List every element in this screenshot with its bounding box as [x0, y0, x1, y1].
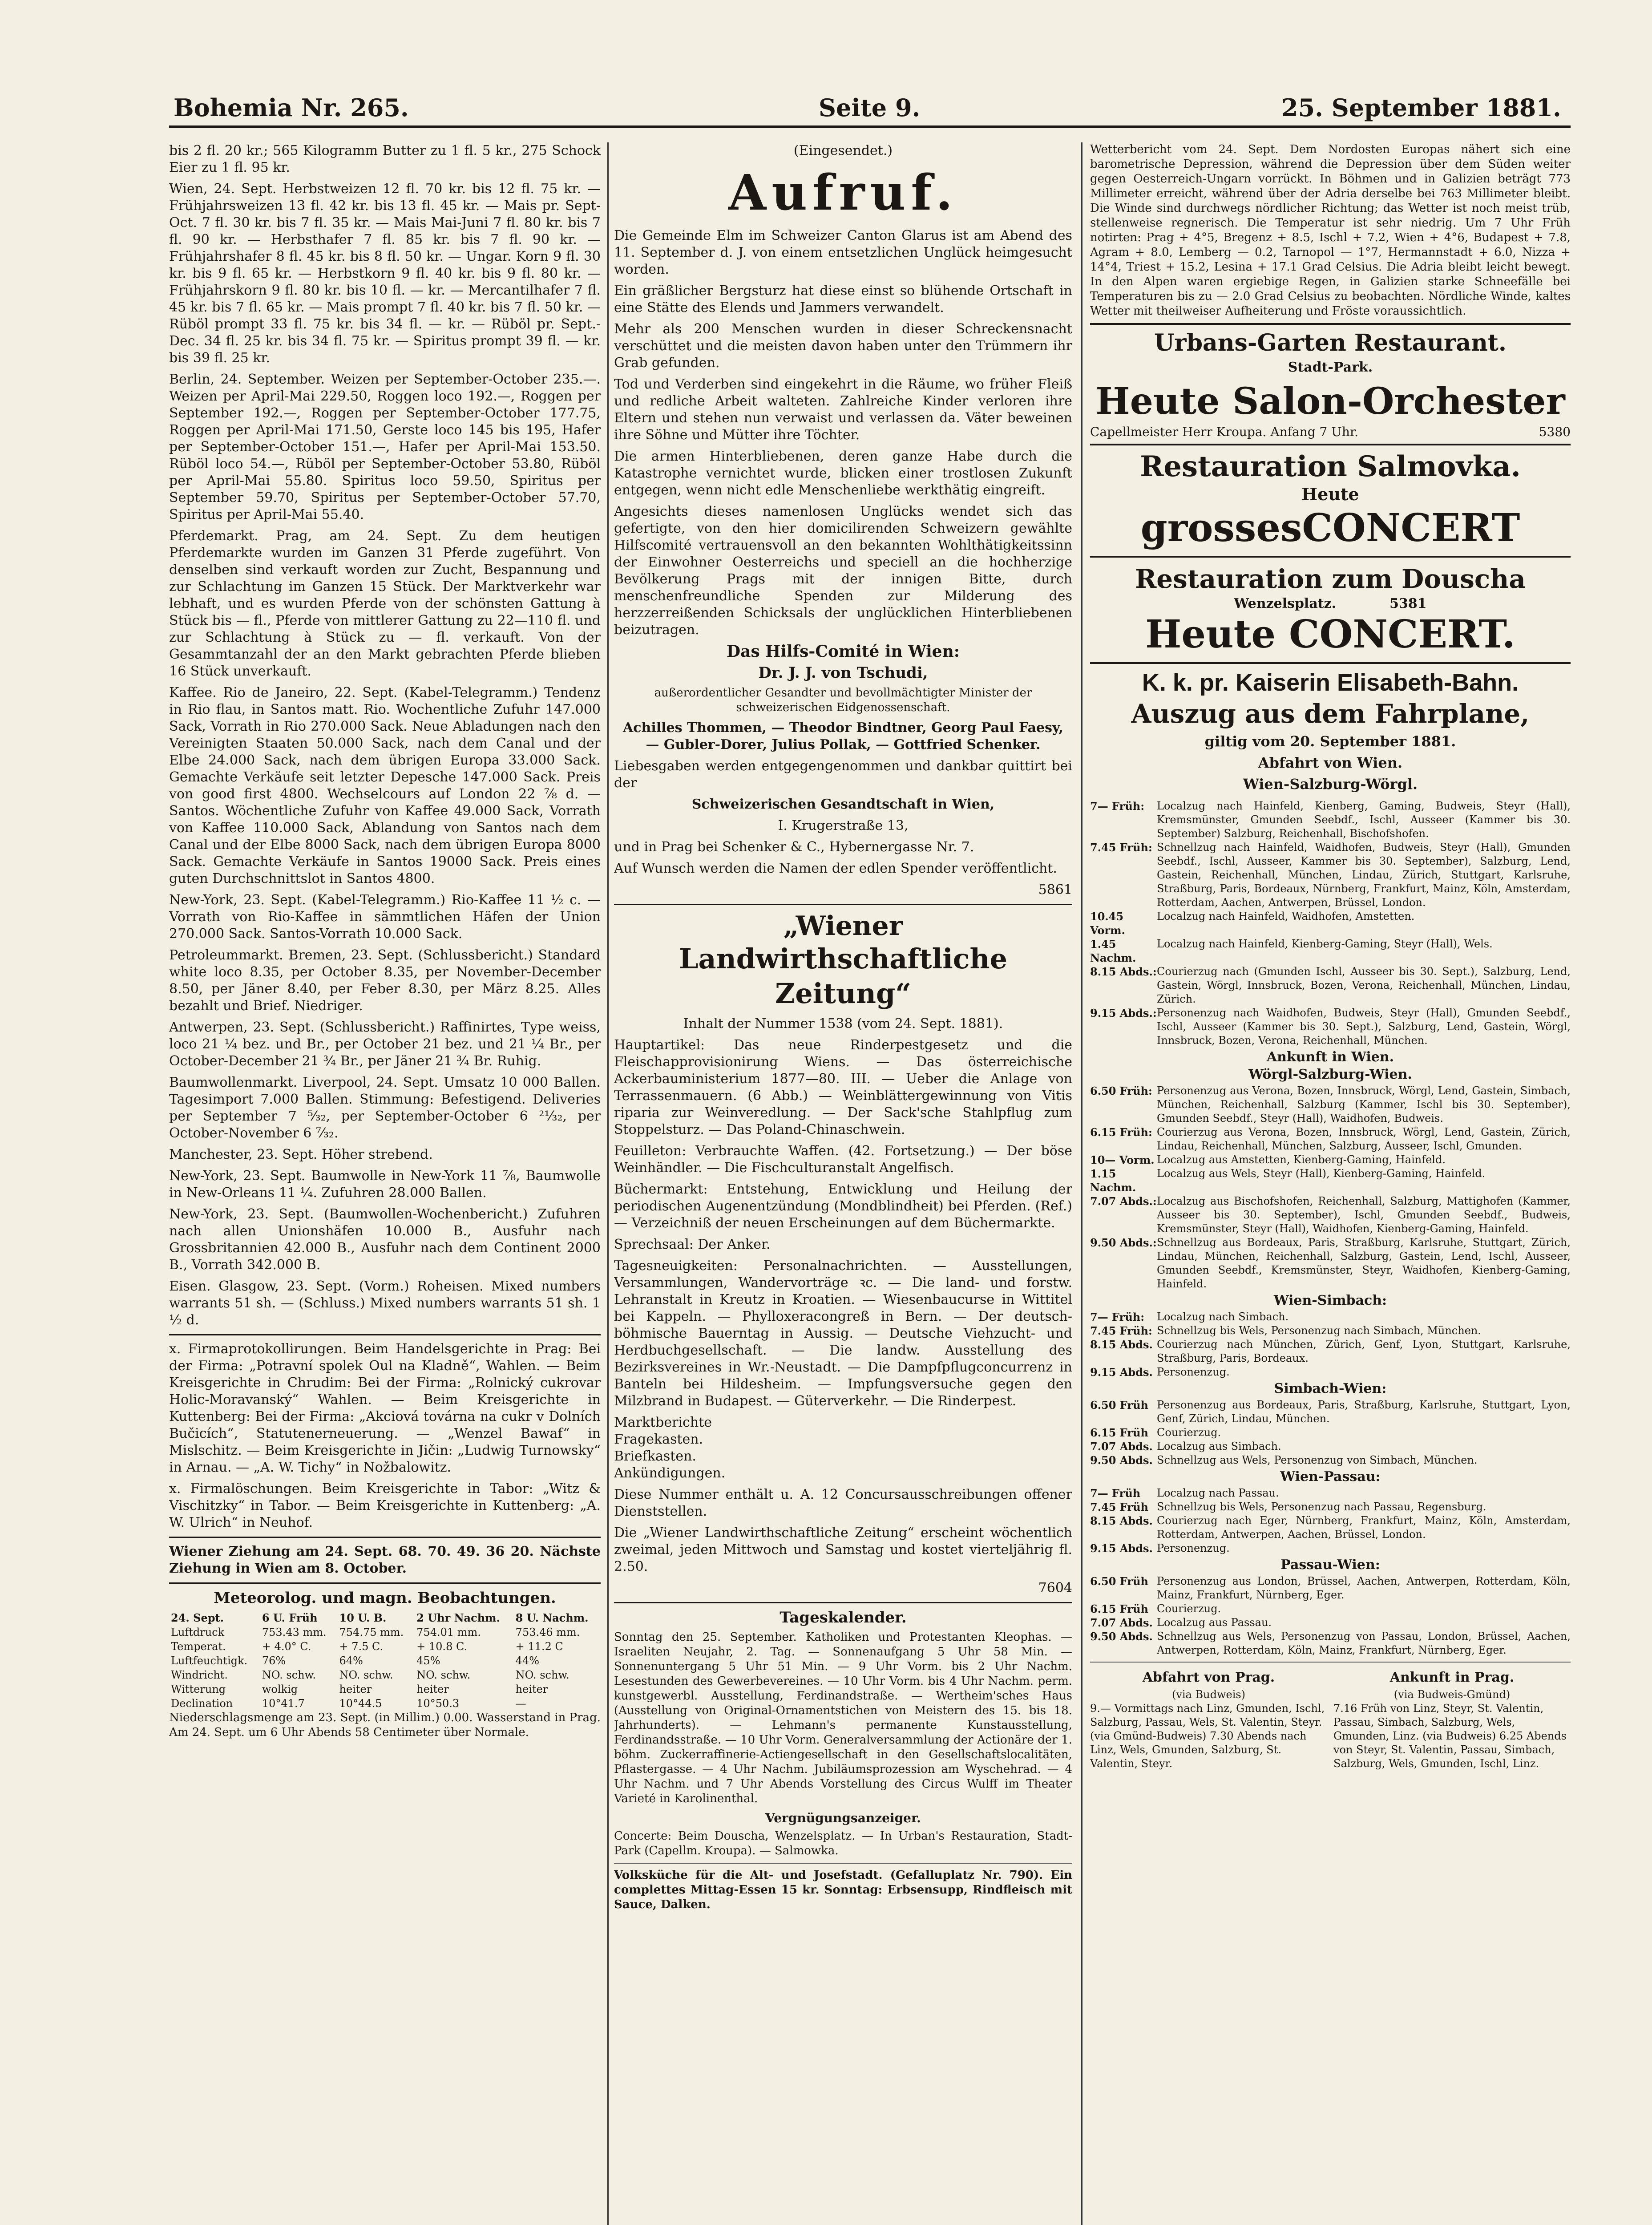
column-divider — [607, 142, 609, 2225]
aufruf-paragraph: Die armen Hinterbliebenen, deren ganze Habe durch die Katastrophe vernichtet wurde, blicken einer trostlosen Zukunft entgegen, wenn nicht edle Menschenliebe werkthätig eingreift. — [614, 449, 1072, 498]
list-item — [1090, 1453, 1571, 1467]
ad-main: Heute Salon-Orchester — [1095, 380, 1565, 423]
meteo-cell: 753.46 mm. — [515, 1626, 580, 1638]
list-item — [1090, 910, 1571, 937]
aufruf-title: Aufruf. — [728, 164, 958, 221]
train-time: 7.45 Früh — [1090, 1501, 1148, 1513]
lz-paragraph: Ankündigungen. — [614, 1465, 726, 1481]
column-advertisements — [1090, 142, 1571, 2225]
aufruf-paragraph: Die Gemeinde Elm im Schweizer Canton Glarus ist am Abend des 11. September d. J. von einem entsetzlichen Unglück heimgesucht worden. — [614, 228, 1072, 277]
ad-title: Restauration zum Douscha — [1135, 564, 1526, 594]
rail-section: Ankunft in Wien. — [1266, 1049, 1394, 1065]
meteo-cell: Temperat. — [171, 1640, 226, 1653]
lz-paragraph: Marktberichte — [614, 1415, 712, 1430]
train-time: 6.50 Früh — [1090, 1399, 1148, 1412]
ad-salmovka — [1090, 444, 1571, 556]
meteo-header: 10 U. B. — [339, 1611, 387, 1624]
meteo-cell: NO. schw. — [339, 1669, 393, 1681]
train-route: Schnellzug aus Bordeaux, Paris, Straßburg, Karlsruhe, Stuttgart, Zürich, Lindau, München, Reichenhall, Salzburg, Gastein, Lend, Ischl, Ausseer, Gmunden Seebdf., Kremsmünster, Steyr, Waidhofen, Kienberg-Gaming, Hainfeld. — [1157, 1236, 1571, 1290]
train-time: 8.15 Abds.: — [1090, 965, 1157, 978]
ad-title: Restauration Salmovka. — [1140, 450, 1521, 483]
section-rule — [169, 1582, 601, 1584]
list-item — [1090, 1324, 1571, 1338]
market-paragraph: Berlin, 24. September. Weizen per September-October 235.—. Weizen per April-Mai 229.50, Roggen loco 192.—, Roggen per September 192.—, Roggen per September-October 177.75, Roggen per April-Mai 171.50, Gerste loco 145 bis 195, Hafer per September-October 151.—, Hafer per April-Mai 153.50. Rüböl loco 54.—, Rüböl per September-October 53.80, Rüböl per April-Mai 55.80. Spiritus loco 59.50, Spiritus per September 59.70, Spiritus per September-October 57.70, Spiritus per April-Mai 55.40. — [169, 372, 601, 522]
eingesendet-label: (Eingesendet.) — [793, 143, 893, 158]
meteo-cell: heiter — [339, 1683, 372, 1695]
list-item — [1090, 965, 1571, 1006]
meteo-title: Meteorolog. und magn. Beobachtungen. — [214, 1589, 556, 1607]
aufruf-paragraph: Tod und Verderben sind eingekehrt in die Räume, wo früher Fleiß und redliche Arbeit walteten. Zahlreiche Kinder verloren ihre Eltern und stehen nun verwaist und verlassen da. Väter beweinen ihre Söhne und Mütter ihre Töchter. — [614, 376, 1072, 443]
lz-paragraph: Feuilleton: Verbrauchte Waffen. (42. Fortsetzung.) — Der böse Weinhändler. — Die Fischculturanstalt Angelfisch. — [614, 1143, 1072, 1176]
list-item — [1090, 1310, 1571, 1324]
list-item — [1090, 1426, 1571, 1440]
lz-paragraph: Diese Nummer enthält u. A. 12 Concursausschreibungen offener Dienststellen. — [614, 1487, 1072, 1519]
train-route: Courierzug nach München, Zürich, Genf, Lyon, Stuttgart, Karlsruhe, Straßburg, Paris, Bordeaux. — [1157, 1338, 1571, 1364]
meteo-cell: Declination — [171, 1697, 233, 1710]
train-time: 10— Vorm. — [1090, 1153, 1155, 1166]
market-paragraph: Baumwollenmarkt. Liverpool, 24. Sept. Umsatz 10 000 Ballen. Tagesimport 7.000 Ballen. Stimmung: Befestigend. Deliveries per September 7 ⁵⁄₃₂, per September-October 6 ²¹⁄₃₂, per October-November 6 ⁷⁄₃₂. — [169, 1075, 601, 1141]
list-item — [1090, 1630, 1571, 1657]
table-row — [169, 1682, 601, 1696]
market-paragraph: bis 2 fl. 20 kr.; 565 Kilogramm Butter zu 1 fl. 5 kr., 275 Schock Eier zu 1 fl. 95 kr. — [169, 143, 601, 175]
list-item — [1090, 1486, 1571, 1500]
rail-via: (via Budweis) — [1171, 1688, 1246, 1701]
train-route: Localzug nach Simbach. — [1157, 1311, 1289, 1323]
train-route: Personenzug nach Waidhofen, Budweis, Steyr (Hall), Gmunden Seebdf., Ischl, Ausseer (Kammer bis 30. Sept.), Salzburg, Lend, Gastein, Wörgl, Innsbruck, Bozen, Verona, Reichenhall, München. — [1157, 1007, 1571, 1047]
tageskalender-title: Tageskalender. — [780, 1609, 907, 1626]
meteo-cell: + 10.8 C. — [416, 1640, 468, 1653]
ad-line: Capellmeister Herr Kroupa. Anfang 7 Uhr. — [1090, 425, 1359, 439]
ad-main: grossesCONCERT — [1140, 506, 1520, 550]
tschudi-role: außerordentlicher Gesandter und bevollmächtigter Minister der schweizerischen Eidgenossenschaft. — [654, 686, 1032, 714]
comite-members: Achilles Thommen, — Theodor Bindtner, Georg Paul Faesy, — Gubler-Dorer, Julius Pollak, — Gottfried Schenker. — [623, 720, 1063, 752]
lz-paragraph: Tagesneuigkeiten: Personalnachrichten. — Ausstellungen, Versammlungen, Wandervorträge ꝛc. — Die land- und forstw. Lehranstalt in Kreutz in Kroatien. — Wiesenbaucurse in Wittitel bei Kappeln. — Phylloxeracongreß in Bern. — Der deutsch-böhmische Bauerntag in Aussig. — Deutsche Viehzucht- und Herdbuchgesellschaft. — Die landw. Ausstellung des Bezirksvereines in Wr.-Neustadt. — Die Dampfpflugconcurrenz in Banteln bei Hildesheim. — Impfungsversuche gegen den Milzbrand in Budapest. — Güterverkehr. — Die Rinderpest. — [614, 1258, 1072, 1409]
market-paragraph: New-York, 23. Sept. (Kabel-Telegramm.) Rio-Kaffee 11 ½ c. — Vorrath von Rio-Kaffee in sämmtlichen Häfen der Union 270.000 Sack. Santos-Vorrath 10.000 Sack. — [169, 892, 601, 942]
meteo-header: 8 U. Nachm. — [515, 1611, 589, 1624]
train-time: 7.45 Früh: — [1090, 1324, 1152, 1337]
ad-main: Heute CONCERT. — [1145, 612, 1515, 657]
train-route: Personenzug aus Bordeaux, Paris, Straßburg, Karlsruhe, Stuttgart, Lyon, Genf, Zürich, Lindau, München. — [1157, 1399, 1571, 1425]
ad-subtitle: Stadt-Park. — [1288, 360, 1373, 375]
meteo-footnote: Niederschlagsmenge am 23. Sept. (in Millim.) 0.00. Wasserstand in Prag. Am 24. Sept. um 6 Uhr Abends 58 Centimeter über Normale. — [169, 1711, 601, 1739]
ad-number: 5861 — [1038, 882, 1072, 898]
meteo-header-row — [169, 1610, 601, 1625]
rail-route: Wien-Simbach: — [1273, 1293, 1387, 1308]
train-time: 8.15 Abds. — [1090, 1338, 1153, 1351]
comite-heading: Das Hilfs-Comité in Wien: — [726, 642, 960, 661]
train-route: Personenzug aus Verona, Bozen, Innsbruck, Wörgl, Lend, Gastein, Simbach, München, Reichenhall, Salzburg (Kammer, Ischl bis 30. September), Gmunden Seebdf., Steyr (Hall), Waidhofen, Budweis. — [1157, 1084, 1571, 1125]
ad-douscha — [1090, 556, 1571, 662]
train-time: 7.07 Abds.: — [1090, 1195, 1157, 1208]
train-route: Personenzug. — [1157, 1542, 1230, 1554]
rail-via: (via Budweis-Gmünd) — [1393, 1688, 1511, 1701]
lz-paragraph: Hauptartikel: Das neue Rinderpestgesetz und die Fleischapprovisionirung Wiens. — Das österreichische Ackerbauministerium 1877—80. III. — Ueber die Anlage von Terrassenmauern. (6 Abb.) — Weinblättergewinnung von Vitis riparia zur Weinveredlung. — Der Sack'sche Stahlpflug zum Stoppelsturz. — Das Poland-Chinaschwein. — [614, 1037, 1072, 1137]
market-paragraph: Pferdemarkt. Prag, am 24. Sept. Zu dem heutigen Pferdemarkte wurden im Ganzen 31 Pferde zugeführt. Von denselben sind verkauft worden zur Zucht, Bespannung und zur Schlachtung im Ganzen 15 Stück. Der Marktverkehr war lebhaft, und es wurden Pferde von der schönsten Gattung à Stück bis — fl., Pferde von mittlerer Gattung zu 22—110 fl. und zur Schlachtung à Stück zu — fl. verkauft. Von der Gesammtanzahl der an den Markt gebrachten Pferde blieben 16 Stück unverkauft. — [169, 528, 601, 679]
list-item — [1090, 1084, 1571, 1125]
meteo-header: 2 Uhr Nachm. — [416, 1611, 500, 1624]
prag-departures — [1090, 1667, 1327, 1771]
train-time: 7— Früh: — [1090, 800, 1145, 813]
train-route: Courierzug nach Eger, Nürnberg, Frankfurt, Mainz, Köln, Amsterdam, Rotterdam, Antwerpen, Aachen, Brüssel, London. — [1157, 1514, 1571, 1541]
train-route: Schnellzug aus Wels, Personenzug von Passau, London, Brüssel, Aachen, Antwerpen, Rotterdam, Köln, Mainz, Frankfurt, Nürnberg, Eger. — [1157, 1630, 1571, 1656]
list-item — [1090, 841, 1571, 910]
list-item — [1090, 1236, 1571, 1291]
market-paragraph: Antwerpen, 23. Sept. (Schlussbericht.) Raffinirtes, Type weiss, loco 21 ¼ bez. und Br., per October 21 bez. und 21 ¼ Br., per October-December 21 ¾ Br., per Jäner 21 ¾ Br. Ruhig. — [169, 1019, 601, 1069]
meteo-cell: heiter — [416, 1683, 449, 1695]
list-item — [1090, 1541, 1571, 1555]
wunsch-text: Auf Wunsch werden die Namen der edlen Spender veröffentlicht. — [614, 861, 1057, 876]
meteo-cell: 76% — [262, 1655, 286, 1667]
rail-section: Abfahrt von Wien. — [1258, 754, 1403, 771]
train-route: Localzug aus Amstetten, Kienberg-Gaming, Hainfeld. — [1157, 1153, 1446, 1166]
railway-timetable — [1090, 662, 1571, 799]
section-rule — [1090, 1662, 1571, 1663]
train-route: Localzug nach Hainfeld, Kienberg, Gaming, Budweis, Steyr (Hall), Kremsmünster, Gmunden Seebdf., Ischl, Ausseer (Kammer bis 30. September) Salzburg, Reichenhall, Bischofshofen. — [1157, 800, 1571, 840]
market-paragraph: New-York, 23. Sept. Baumwolle in New-York 11 ⅞, Baumwolle in New-Orleans 11 ¼. Zufuhren 28.000 Ballen. — [169, 1168, 601, 1201]
list-item — [1090, 1125, 1571, 1153]
lz-paragraph: Die „Wiener Landwirthschaftliche Zeitung“ erscheint wöchentlich zweimal, jeden Mittwoch und Samstag und kostet vierteljährig fl. 2.50. — [614, 1525, 1072, 1574]
train-route: Localzug nach Passau. — [1157, 1487, 1279, 1499]
lz-paragraph: Fragekasten. — [614, 1432, 703, 1447]
list-item — [1090, 1194, 1571, 1236]
train-time: 9.15 Abds. — [1090, 1366, 1153, 1379]
wetterbericht: Wetterbericht vom 24. Sept. Dem Nordosten Europas nähert sich eine barometrische Depression, während die Depression über dem Süden weiter gegen Oesterreich-Ungarn vorrückt. In Böhmen und in Galizien beträgt 773 Millimeter erreicht, während über der Adria derselbe bei 763 Millimeter bleibt. Die Winde sind durchwegs nördlicher Richtung; das Wetter ist noch meist trüb, stellenweise regnerisch. Die Temperatur ist sehr niedrig. Um 7 Uhr Früh notirten: Prag + 4°5, Bregenz + 8.5, Ischl + 7.2, Wien + 4°6, Budapest + 7.8, Agram + 8.0, Lemberg — 0.2, Tarnopol — 1°7, Hermannstadt + 6.0, Nizza + 14°4, Triest + 15.2, Lesina + 17.1 Grad Celsius. Die Adria bleibt leicht bewegt. In den Alpen waren ergiebige Regen, in Galizien starke Schneefälle bei Temperaturen bis zu — 2.0 Grad Celsius zu beobachten. Nördliche Winde, kaltes Wetter mit theilweiser Aufheiterung und Fröste voraussichtlich. — [1090, 143, 1571, 318]
list-item — [1090, 1338, 1571, 1365]
list-item — [1090, 1167, 1571, 1194]
list-item — [1090, 1440, 1571, 1453]
meteo-cell: 64% — [339, 1655, 363, 1667]
firmen-paragraph: x. Firmaprotokollirungen. Beim Handelsgerichte in Prag: Bei der Firma: „Potravní spolek Oul na Kladně“, Wahlen. — Beim Kreisgerichte in Chrudim: Bei der Firma: „Rolnický cukrovar Holic-Moravanský“ Wahlen. — Beim Kreisgerichte in Kuttenberg: Bei der Firma: „Akciová továrna na cukr v Dolních Bučicích“, Statutenerneuerung. — „Wenzel Bawaf“ in Mislschitz. — Beim Kreisgerichte in Jičin: „Ludwig Turnowsky“ in Arnau. — „A. W. Tichy“ in Nožbalowitz. — [169, 1341, 601, 1475]
train-route: Schnellzug bis Wels, Personenzug nach Passau, Regensburg. — [1157, 1501, 1486, 1513]
meteo-cell: 10°44.5 — [339, 1697, 382, 1710]
market-paragraph: Wien, 24. Sept. Herbstweizen 12 fl. 70 kr. bis 12 fl. 75 kr. — Frühjahrsweizen 13 fl. 42 kr. bis 13 fl. 45 kr. — Mais pr. Sept-Oct. 7 fl. 30 kr. bis 7 fl. 35 kr. — Mais Mai-Juni 7 fl. 80 kr. bis 7 fl. 90 kr. — Herbsthafer 7 fl. 85 kr. bis 7 fl. 90 kr. — Frühjahrshafer 8 fl. 45 kr. bis 8 fl. 50 kr. — Ungar. Korn 9 fl. 30 kr. bis 9 fl. 65 kr. — Herbstkorn 9 fl. 40 kr. bis 9 fl. 80 kr. — Frühjahrskorn 9 fl. 80 kr. bis 10 fl. — kr. — Mercantilhafer 7 fl. 45 kr. bis 7 fl. 65 kr. — Mais prompt 7 fl. 40 kr. bis 7 fl. 50 kr. — Rüböl prompt 33 fl. 75 kr. bis 34 fl. — kr. — Rüböl pr. Sept.-Dec. 34 fl. 25 kr. bis 34 fl. 75 kr. — Spiritus prompt 39 fl. — kr. bis 39 fl. 25 kr. — [169, 181, 601, 366]
lz-title-line1: „Wiener — [783, 910, 903, 942]
vergnuegungsanzeiger-text: Concerte: Beim Douscha, Wenzelsplatz. — In Urban's Restauration, Stadt-Park (Capellm. Kroupa). — Salmowka. — [614, 1829, 1072, 1857]
train-time: 7.07 Abds. — [1090, 1616, 1153, 1629]
section-rule — [614, 1863, 1072, 1864]
meteo-cell: Windricht. — [171, 1669, 228, 1681]
section-rule — [614, 904, 1072, 905]
train-route: Localzug aus Bischofshofen, Reichenhall, Salzburg, Mattighofen (Kammer, Ausseer bis 30. September), Ischl, Gmunden Seebdf., Budweis, Kremsmünster, Steyr (Hall), Waidhofen, Kienberg-Gaming, Hainfeld. — [1157, 1195, 1571, 1235]
list-item — [1090, 1574, 1571, 1602]
market-paragraph: Petroleummarkt. Bremen, 23. Sept. (Schlussbericht.) Standard white loco 8.35, per October 8.35, per November-December 8.50, per Jäner 8.40, per Feber 8.30, per März 8.25. Alles bezahlt und Brief. Niedriger. — [169, 947, 601, 1014]
meteo-cell: Witterung — [171, 1683, 226, 1695]
ad-number: 5381 — [1389, 596, 1427, 611]
header-date: 25. September 1881. — [1281, 93, 1561, 122]
meteo-cell: Luftfeuchtigk. — [171, 1655, 248, 1667]
list-item — [1090, 1365, 1571, 1379]
table-row — [169, 1696, 601, 1711]
train-time: 7— Früh — [1090, 1487, 1141, 1500]
train-route: Courierzug nach (Gmunden Ischl, Ausseer bis 30. Sept.), Salzburg, Lend, Gastein, Wörgl, Innsbruck, Bozen, Verona, Reichenhall, München, Lindau, Zürich. — [1157, 965, 1571, 1005]
train-route: Personenzug aus London, Brüssel, Aachen, Antwerpen, Rotterdam, Köln, Mainz, Frankfurt, Nürnberg, Eger. — [1157, 1575, 1571, 1601]
prag-arrival-text: 7.16 Früh von Linz, Steyr, St. Valentin, Passau, Simbach, Salzburg, Wels, Gmunden, Linz. (via Budweis) 6.25 Abends von Steyr, St. Valentin, Passau, Simbach, Salzburg, Wels, Gmunden, Ischl, Linz. — [1333, 1702, 1567, 1770]
train-route: Schnellzug bis Wels, Personenzug nach Simbach, München. — [1157, 1324, 1481, 1337]
meteo-cell: NO. schw. — [515, 1669, 570, 1681]
list-item — [1090, 1616, 1571, 1630]
meteo-cell: 10°41.7 — [262, 1697, 305, 1710]
train-route: Courierzug aus Verona, Bozen, Innsbruck, Wörgl, Lend, Gastein, Zürich, Lindau, Reichenhall, München, Salzburg, Ausseer, Ischl, Gmunden. — [1157, 1126, 1571, 1152]
section-rule — [169, 1334, 601, 1335]
spenden-text: Liebesgaben werden entgegengenommen und dankbar quittirt bei der — [614, 758, 1072, 791]
section-rule — [614, 1602, 1072, 1603]
rail-route: Simbach-Wien: — [1274, 1381, 1387, 1396]
market-paragraph: New-York, 23. Sept. (Baumwollen-Wochenbericht.) Zufuhren nach allen Unionshäfen 10.000 B., Ausfuhr nach Grossbritannien 42.000 B., Ausfuhr nach dem Continent 2000 B., Vorrath 342.000 B. — [169, 1206, 601, 1273]
rail-section: Ankunft in Prag. — [1389, 1670, 1515, 1685]
train-time: 9.15 Abds.: — [1090, 1007, 1157, 1019]
ad-number: 5380 — [1539, 425, 1571, 439]
prag-arrivals — [1333, 1667, 1571, 1771]
rail-subtitle: Auszug aus dem Fahrplane, — [1131, 699, 1530, 729]
train-time: 6.50 Früh: — [1090, 1084, 1152, 1097]
train-time: 6.50 Früh — [1090, 1575, 1148, 1588]
rail-route: Wien-Passau: — [1280, 1469, 1381, 1485]
list-item — [1090, 1398, 1571, 1426]
train-route: Localzug aus Passau. — [1157, 1616, 1272, 1629]
train-time: 9.50 Abds. — [1090, 1454, 1153, 1467]
train-time: 6.15 Früh — [1090, 1602, 1148, 1615]
train-time: 9.15 Abds. — [1090, 1542, 1153, 1555]
header-page-number: Seite 9. — [819, 93, 921, 122]
meteo-cell: 754.01 mm. — [416, 1626, 481, 1638]
meteo-cell: 754.75 mm. — [339, 1626, 404, 1638]
meteo-cell: NO. schw. — [262, 1669, 316, 1681]
rail-section: Abfahrt von Prag. — [1142, 1670, 1275, 1685]
list-item — [1090, 1500, 1571, 1514]
table-row — [169, 1668, 601, 1682]
lz-paragraph: Inhalt der Nummer 1538 (vom 24. Sept. 1881). — [683, 1016, 1003, 1032]
aufruf-paragraph: Mehr als 200 Menschen wurden in dieser Schreckensnacht verschüttet und die meisten davon haben unter den Trümmern ihr Grab gefunden. — [614, 321, 1072, 371]
train-time: 1.15 Nachm. — [1090, 1167, 1136, 1194]
ad-subtitle: Heute — [1301, 484, 1359, 504]
lz-paragraph: Büchermarkt: Entstehung, Entwicklung und Heilung der periodischen Augenentzündung (Mondblindheit) bei Pferden. (Ref.) — Verzeichniß der neuen Erscheinungen auf dem Büchermarkte. — [614, 1181, 1072, 1231]
ad-number: 7604 — [1038, 1580, 1072, 1596]
list-item — [1090, 1006, 1571, 1048]
list-item — [1090, 799, 1571, 841]
train-time: 1.45 Nachm. — [1090, 938, 1136, 964]
meteo-cell: 753.43 mm. — [262, 1626, 327, 1638]
firmen-paragraph: x. Firmalöschungen. Beim Kreisgerichte in Tabor: „Witz & Vischitzky“ in Tabor. — Beim Kreisgerichte in Kuttenberg: „A. W. Ulrich“ in Neuhof. — [169, 1481, 601, 1530]
table-row — [169, 1639, 601, 1654]
aufruf-paragraph: Angesichts dieses namenlosen Unglücks wendet sich das gefertigte, von den hier domicilirenden Schweizern gewählte Hilfscomité vertrauensvoll an den bekannten Wohlthätigkeitssinn der Einwohner Oesterreichs und speciell an die hochherzige Bevölkerung Prags mit der innigen Bitte, durch menschenfreundliche Spenden zur Milderung des herzzerreißenden Schicksals der unglücklichen Hinterbliebenen beizutragen. — [614, 504, 1072, 638]
lotto-results: Wiener Ziehung am 24. Sept. 68. 70. 49. 36 20. Nächste Ziehung in Wien am 8. October. — [169, 1544, 601, 1576]
rail-validity: giltig vom 20. September 1881. — [1204, 733, 1456, 750]
meteo-cell: NO. schw. — [416, 1669, 471, 1681]
train-route: Schnellzug aus Wels, Personenzug von Simbach, München. — [1157, 1454, 1478, 1466]
vergnuegungsanzeiger-title: Vergnügungsanzeiger. — [765, 1811, 921, 1825]
train-route: Courierzug. — [1157, 1426, 1221, 1439]
train-route: Schnellzug nach Hainfeld, Waidhofen, Budweis, Steyr (Hall), Gmunden Seebdf., Ischl, Ausseer, Kammer bis 30. September), Salzburg, Lend, Gastein, Reichenhall, München, Lindau, Zürich, Stuttgart, Karlsruhe, Straßburg, Paris, Bordeaux, Nürnberg, Frankfurt, Mainz, Köln, Amsterdam, Rotterdam, Aachen, Antwerpen, Brüssel, London. — [1157, 841, 1571, 909]
gesandtschaft-address: I. Krugerstraße 13, — [778, 818, 909, 833]
meteo-cell: wolkig — [262, 1683, 298, 1695]
train-time: 8.15 Abds. — [1090, 1514, 1153, 1527]
ad-subtitle: Wenzelsplatz. — [1234, 596, 1337, 611]
lz-paragraph: Briefkasten. — [614, 1448, 696, 1464]
train-time: 10.45 Vorm. — [1090, 910, 1125, 937]
train-route: Localzug nach Hainfeld, Kienberg-Gaming, Steyr (Hall), Wels. — [1157, 938, 1493, 950]
meteo-header: 24. Sept. — [171, 1611, 224, 1624]
timetable-block — [1090, 799, 1571, 1657]
column-markets — [169, 142, 601, 2225]
train-route: Localzug aus Wels, Steyr (Hall), Kienberg-Gaming, Hainfeld. — [1157, 1167, 1486, 1180]
ad-title: Urbans-Garten Restaurant. — [1154, 329, 1507, 356]
gesandtschaft-name: Schweizerischen Gesandtschaft in Wien, — [691, 797, 995, 812]
section-rule — [169, 1537, 601, 1538]
train-time: 9.50 Abds. — [1090, 1630, 1153, 1643]
volkskueche-text: Volksküche für die Alt- und Josefstadt. (Gefalluplatz Nr. 790). Ein complettes Mittag-Essen 15 kr. Sonntag: Erbsensupp, Rindfleisch mit Sauce, Dalken. — [614, 1869, 1072, 1911]
list-item — [1090, 937, 1571, 965]
meteo-cell: Luftdruck — [171, 1626, 225, 1638]
meteo-cell: 45% — [416, 1655, 440, 1667]
table-row — [169, 1654, 601, 1668]
column-announcements — [614, 142, 1072, 2225]
train-route: Localzug nach Hainfeld, Waidhofen, Amstetten. — [1157, 910, 1415, 922]
meteo-cell: 10°50.3 — [416, 1697, 460, 1710]
meteo-cell: heiter — [515, 1683, 548, 1695]
train-time: 7.07 Abds. — [1090, 1440, 1153, 1453]
train-route: Personenzug. — [1157, 1366, 1230, 1378]
rail-route: Passau-Wien: — [1280, 1557, 1380, 1573]
market-paragraph: Kaffee. Rio de Janeiro, 22. Sept. (Kabel-Telegramm.) Tendenz in Rio flau, in Santos matt. Rio. Wochentliche Zufuhr 147.000 Sack, Vorrath in Rio 270.000 Sack. Neue Abladungen nach den Vereinigten Staaten 50.000 Sack, nach dem Canal und der Elbe 24.000 Sack, nach dem übrigen Europa 33.000 Sack. Gemachte Verkäufe seit letzter Depesche 147.000 Sack. Preis von good first 4800. Wechselcours auf London 22 ⅞ d. — Santos. Wöchentliche Zufuhr von Kaffee 49.000 Sack, Vorrath von Kaffee 110.000 Sack, Ablandung von Santos nach dem Canal und der Elbe 8000 Sack, nach dem übrigen Europa 8000 Sack. Gemachte Verkäufe in Santos 19000 Sack. Preis eines guten Durchschnittslot in Santos 4800. — [169, 685, 601, 886]
train-time: 9.50 Abds.: — [1090, 1236, 1157, 1249]
market-paragraph: Eisen. Glasgow, 23. Sept. (Vorm.) Roheisen. Mixed numbers warrants 51 sh. — (Schluss.) Mixed numbers warrants 51 sh. 1 ½ d. — [169, 1278, 601, 1328]
meteo-cell: — — [515, 1697, 526, 1710]
rail-route: Wien-Salzburg-Wörgl. — [1243, 776, 1418, 793]
train-time: 6.15 Früh — [1090, 1426, 1148, 1439]
header-issue: Bohemia Nr. 265. — [174, 93, 409, 122]
prag-departure-text: 9.— Vormittags nach Linz, Gmunden, Ischl, Salzburg, Passau, Wels, St. Valentin, Steyr. (via Gmünd-Budweis) 7.30 Abends nach Linz, Wels, Gmunden, Salzburg, St. Valentin, Steyr. — [1090, 1702, 1325, 1770]
tageskalender-text: Sonntag den 25. September. Katholiken und Protestanten Kleophas. — Israeliten Neujahr, 2. Tag. — Sonnenaufgang 5 Uhr 58 Min. — Sonnenuntergang 5 Uhr 51 Min. — 9 Uhr Vorm. bis 2 Uhr Nachm. Lesestunden des Gewerbevereines. — 10 Uhr Vorm. bis 4 Uhr Nachm. perm. kunstgewerbl. Ausstellung, Ferdinandstraße. — Wertheim'sches Haus (Ausstellung von Original-Ornamentstichen von Meistern des 15. bis 18. Jahrhunderts). — Lehmann's permanente Kunstausstellung, Ferdinandsstraße. — 10 Uhr Vorm. Generalversammlung der Actionäre der 1. böhm. Zuckerraffinerie-Actiengesellschaft in den Gesellschaftslocalitäten, Pflastergasse. — 4 Uhr Nachm. Jubiläumsprozession am Wyschehrad. — 4 Uhr Nachm. und 7 Uhr Abends Vorstellung des Circus Wulff im Theater Varieté in Karolinenthal. — [614, 1630, 1072, 1805]
meteo-header: 6 U. Früh — [262, 1611, 318, 1624]
list-item — [1090, 1514, 1571, 1541]
tschudi-name: Dr. J. J. von Tschudi, — [758, 664, 928, 682]
ad-urbans-garten — [1090, 323, 1571, 444]
header-rule — [169, 125, 1571, 128]
meteo-table — [169, 1610, 601, 1711]
rail-title: K. k. pr. Kaiserin Elisabeth-Bahn. — [1142, 669, 1519, 696]
lz-paragraph: Sprechsaal: Der Anker. — [614, 1237, 771, 1252]
list-item — [1090, 1602, 1571, 1616]
prag-address: und in Prag bei Schenker & C., Hybernergasse Nr. 7. — [614, 839, 974, 855]
meteo-cell: + 4.0° C. — [262, 1640, 311, 1653]
lz-title-line2: Landwirthschaftliche Zeitung“ — [679, 943, 1008, 1010]
prag-timetable — [1090, 1667, 1571, 1771]
rail-route: Wörgl-Salzburg-Wien. — [1248, 1067, 1412, 1082]
meteo-cell: + 11.2 C — [515, 1640, 563, 1653]
train-route: Localzug aus Simbach. — [1157, 1440, 1281, 1452]
meteo-cell: 44% — [515, 1655, 540, 1667]
meteo-cell: + 7.5 C. — [339, 1640, 384, 1653]
aufruf-paragraph: Ein gräßlicher Bergsturz hat diese einst so blühende Ortschaft in eine Stätte des Elends und Jammers verwandelt. — [614, 283, 1072, 316]
train-route: Courierzug. — [1157, 1602, 1221, 1615]
list-item — [1090, 1153, 1571, 1167]
train-time: 6.15 Früh: — [1090, 1126, 1152, 1139]
column-divider — [1081, 142, 1082, 2225]
train-time: 7— Früh: — [1090, 1311, 1145, 1323]
market-paragraph: Manchester, 23. Sept. Höher strebend. — [169, 1147, 433, 1162]
table-row — [169, 1625, 601, 1639]
train-time: 7.45 Früh: — [1090, 841, 1152, 854]
